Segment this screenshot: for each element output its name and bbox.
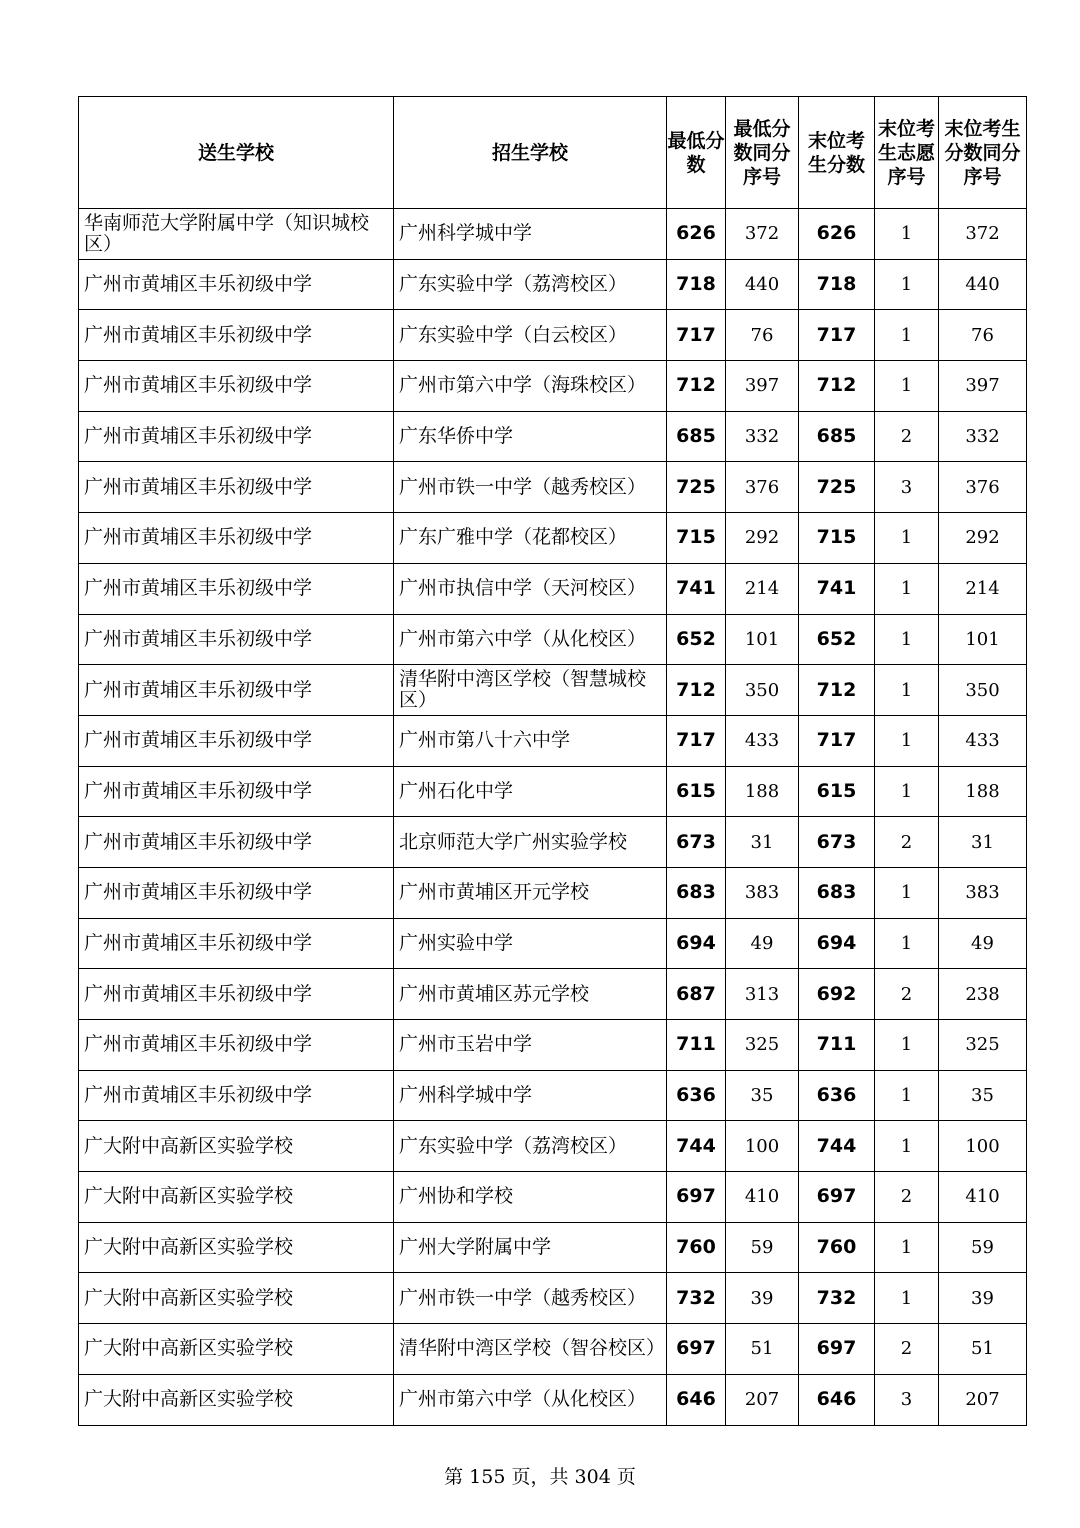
cell-last-score: 711 xyxy=(799,1020,875,1071)
table-row xyxy=(79,563,1027,614)
cell-sending-school: 广州市黄埔区丰乐初级中学 xyxy=(79,513,394,564)
cell-sending-school: 广州市黄埔区丰乐初级中学 xyxy=(79,614,394,665)
cell-min-score: 626 xyxy=(667,209,726,260)
cell-min-score-rank: 292 xyxy=(726,513,799,564)
cell-last-choice: 1 xyxy=(875,1273,939,1324)
header-sending-school: 送生学校 xyxy=(79,97,394,209)
header-last-score: 末位考生分数 xyxy=(799,97,875,209)
header-last-rank: 末位考生分数同分序号 xyxy=(939,97,1027,209)
cell-sending-school: 广州市黄埔区丰乐初级中学 xyxy=(79,969,394,1020)
cell-last-rank: 332 xyxy=(939,411,1027,462)
cell-last-score: 760 xyxy=(799,1222,875,1273)
table-row xyxy=(79,614,1027,665)
cell-last-choice: 1 xyxy=(875,1222,939,1273)
cell-min-score: 732 xyxy=(667,1273,726,1324)
cell-last-rank: 35 xyxy=(939,1070,1027,1121)
cell-min-score-rank: 100 xyxy=(726,1121,799,1172)
cell-last-choice: 2 xyxy=(875,1172,939,1223)
header-admitting-school: 招生学校 xyxy=(394,97,667,209)
cell-admitting-school: 广州市铁一中学（越秀校区） xyxy=(394,462,667,513)
table-row xyxy=(79,462,1027,513)
cell-last-rank: 376 xyxy=(939,462,1027,513)
cell-last-choice: 3 xyxy=(875,462,939,513)
cell-min-score: 717 xyxy=(667,310,726,361)
cell-min-score-rank: 59 xyxy=(726,1222,799,1273)
cell-last-score: 673 xyxy=(799,817,875,868)
table-row xyxy=(79,259,1027,310)
cell-last-rank: 325 xyxy=(939,1020,1027,1071)
cell-sending-school: 广州市黄埔区丰乐初级中学 xyxy=(79,1070,394,1121)
cell-last-choice: 1 xyxy=(875,259,939,310)
table-header-row xyxy=(79,97,1027,209)
cell-last-rank: 440 xyxy=(939,259,1027,310)
header-min-score-rank: 最低分数同分序号 xyxy=(726,97,799,209)
cell-last-choice: 1 xyxy=(875,513,939,564)
cell-min-score: 687 xyxy=(667,969,726,1020)
cell-last-rank: 49 xyxy=(939,918,1027,969)
cell-last-choice: 1 xyxy=(875,1070,939,1121)
cell-min-score-rank: 350 xyxy=(726,665,799,716)
cell-min-score-rank: 207 xyxy=(726,1374,799,1425)
table-row xyxy=(79,1222,1027,1273)
cell-sending-school: 广州市黄埔区丰乐初级中学 xyxy=(79,918,394,969)
cell-last-rank: 188 xyxy=(939,766,1027,817)
cell-last-rank: 31 xyxy=(939,817,1027,868)
cell-min-score-rank: 49 xyxy=(726,918,799,969)
table-row xyxy=(79,665,1027,716)
cell-sending-school: 广大附中高新区实验学校 xyxy=(79,1222,394,1273)
cell-last-score: 718 xyxy=(799,259,875,310)
cell-last-score: 717 xyxy=(799,310,875,361)
table-row xyxy=(79,310,1027,361)
cell-min-score: 697 xyxy=(667,1172,726,1223)
table-row xyxy=(79,411,1027,462)
cell-admitting-school: 北京师范大学广州实验学校 xyxy=(394,817,667,868)
header-min-score: 最低分数 xyxy=(667,97,726,209)
cell-sending-school: 广州市黄埔区丰乐初级中学 xyxy=(79,817,394,868)
cell-admitting-school: 广州石化中学 xyxy=(394,766,667,817)
cell-last-choice: 1 xyxy=(875,614,939,665)
cell-last-choice: 1 xyxy=(875,918,939,969)
cell-min-score: 673 xyxy=(667,817,726,868)
cell-admitting-school: 广东实验中学（荔湾校区） xyxy=(394,259,667,310)
cell-last-score: 636 xyxy=(799,1070,875,1121)
cell-last-choice: 2 xyxy=(875,969,939,1020)
cell-last-rank: 76 xyxy=(939,310,1027,361)
cell-admitting-school: 广州市第六中学（从化校区） xyxy=(394,614,667,665)
cell-admitting-school: 清华附中湾区学校（智慧城校区） xyxy=(394,665,667,716)
cell-min-score-rank: 39 xyxy=(726,1273,799,1324)
table-row xyxy=(79,867,1027,918)
cell-admitting-school: 广州市执信中学（天河校区） xyxy=(394,563,667,614)
cell-last-rank: 100 xyxy=(939,1121,1027,1172)
cell-sending-school: 广州市黄埔区丰乐初级中学 xyxy=(79,1020,394,1071)
cell-min-score-rank: 188 xyxy=(726,766,799,817)
page-footer: 第 155 页，共 304 页 xyxy=(444,1466,636,1488)
cell-sending-school: 广州市黄埔区丰乐初级中学 xyxy=(79,665,394,716)
cell-last-score: 626 xyxy=(799,209,875,260)
cell-min-score: 636 xyxy=(667,1070,726,1121)
table-row xyxy=(79,1324,1027,1375)
cell-last-score: 615 xyxy=(799,766,875,817)
cell-min-score-rank: 313 xyxy=(726,969,799,1020)
cell-min-score-rank: 397 xyxy=(726,361,799,412)
cell-admitting-school: 广东华侨中学 xyxy=(394,411,667,462)
cell-last-rank: 410 xyxy=(939,1172,1027,1223)
cell-last-choice: 1 xyxy=(875,715,939,766)
cell-last-rank: 214 xyxy=(939,563,1027,614)
cell-min-score-rank: 433 xyxy=(726,715,799,766)
cell-sending-school: 广州市黄埔区丰乐初级中学 xyxy=(79,462,394,513)
cell-sending-school: 广大附中高新区实验学校 xyxy=(79,1172,394,1223)
cell-min-score-rank: 31 xyxy=(726,817,799,868)
cell-last-choice: 1 xyxy=(875,361,939,412)
cell-min-score-rank: 214 xyxy=(726,563,799,614)
table-row xyxy=(79,361,1027,412)
cell-sending-school: 广州市黄埔区丰乐初级中学 xyxy=(79,563,394,614)
cell-last-score: 652 xyxy=(799,614,875,665)
cell-min-score: 712 xyxy=(667,361,726,412)
table-row xyxy=(79,1020,1027,1071)
cell-last-score: 712 xyxy=(799,361,875,412)
cell-last-rank: 397 xyxy=(939,361,1027,412)
cell-min-score: 718 xyxy=(667,259,726,310)
cell-sending-school: 广州市黄埔区丰乐初级中学 xyxy=(79,715,394,766)
cell-sending-school: 广州市黄埔区丰乐初级中学 xyxy=(79,361,394,412)
cell-last-score: 683 xyxy=(799,867,875,918)
cell-min-score-rank: 76 xyxy=(726,310,799,361)
cell-min-score: 697 xyxy=(667,1324,726,1375)
cell-admitting-school: 广州市第六中学（海珠校区） xyxy=(394,361,667,412)
cell-last-rank: 207 xyxy=(939,1374,1027,1425)
cell-last-choice: 1 xyxy=(875,209,939,260)
cell-last-rank: 101 xyxy=(939,614,1027,665)
cell-last-score: 732 xyxy=(799,1273,875,1324)
cell-min-score-rank: 410 xyxy=(726,1172,799,1223)
cell-last-score: 694 xyxy=(799,918,875,969)
cell-last-score: 717 xyxy=(799,715,875,766)
cell-admitting-school: 广州市第八十六中学 xyxy=(394,715,667,766)
cell-admitting-school: 广东实验中学（白云校区） xyxy=(394,310,667,361)
cell-admitting-school: 广州市玉岩中学 xyxy=(394,1020,667,1071)
cell-last-score: 697 xyxy=(799,1324,875,1375)
cell-admitting-school: 广州科学城中学 xyxy=(394,209,667,260)
cell-last-choice: 2 xyxy=(875,411,939,462)
cell-last-rank: 292 xyxy=(939,513,1027,564)
header-last-choice: 末位考生志愿序号 xyxy=(875,97,939,209)
admission-score-table xyxy=(78,96,1027,1426)
cell-last-rank: 39 xyxy=(939,1273,1027,1324)
cell-min-score-rank: 332 xyxy=(726,411,799,462)
table-row xyxy=(79,1070,1027,1121)
table-row xyxy=(79,1172,1027,1223)
cell-admitting-school: 清华附中湾区学校（智谷校区） xyxy=(394,1324,667,1375)
cell-sending-school: 广州市黄埔区丰乐初级中学 xyxy=(79,411,394,462)
cell-admitting-school: 广州科学城中学 xyxy=(394,1070,667,1121)
cell-admitting-school: 广东广雅中学（花都校区） xyxy=(394,513,667,564)
cell-admitting-school: 广州实验中学 xyxy=(394,918,667,969)
cell-min-score: 760 xyxy=(667,1222,726,1273)
cell-sending-school: 广州市黄埔区丰乐初级中学 xyxy=(79,259,394,310)
cell-admitting-school: 广州市黄埔区苏元学校 xyxy=(394,969,667,1020)
table-row xyxy=(79,513,1027,564)
cell-last-choice: 2 xyxy=(875,1324,939,1375)
cell-sending-school: 广大附中高新区实验学校 xyxy=(79,1374,394,1425)
table-row xyxy=(79,1273,1027,1324)
cell-sending-school: 广州市黄埔区丰乐初级中学 xyxy=(79,867,394,918)
cell-last-rank: 372 xyxy=(939,209,1027,260)
cell-min-score-rank: 383 xyxy=(726,867,799,918)
cell-min-score: 652 xyxy=(667,614,726,665)
cell-admitting-school: 广州协和学校 xyxy=(394,1172,667,1223)
table-body xyxy=(79,209,1027,1426)
cell-sending-school: 华南师范大学附属中学（知识城校区） xyxy=(79,209,394,260)
cell-min-score-rank: 440 xyxy=(726,259,799,310)
cell-sending-school: 广州市黄埔区丰乐初级中学 xyxy=(79,766,394,817)
cell-last-score: 697 xyxy=(799,1172,875,1223)
cell-last-score: 712 xyxy=(799,665,875,716)
cell-min-score-rank: 101 xyxy=(726,614,799,665)
cell-min-score: 683 xyxy=(667,867,726,918)
cell-last-choice: 1 xyxy=(875,310,939,361)
cell-last-score: 744 xyxy=(799,1121,875,1172)
cell-last-choice: 1 xyxy=(875,766,939,817)
cell-last-choice: 1 xyxy=(875,1020,939,1071)
cell-sending-school: 广大附中高新区实验学校 xyxy=(79,1121,394,1172)
table-row xyxy=(79,766,1027,817)
table-row xyxy=(79,209,1027,260)
cell-min-score: 725 xyxy=(667,462,726,513)
table-row xyxy=(79,1374,1027,1425)
cell-last-rank: 51 xyxy=(939,1324,1027,1375)
cell-last-rank: 238 xyxy=(939,969,1027,1020)
cell-min-score: 712 xyxy=(667,665,726,716)
table-row xyxy=(79,817,1027,868)
cell-min-score: 744 xyxy=(667,1121,726,1172)
cell-last-score: 741 xyxy=(799,563,875,614)
cell-last-score: 685 xyxy=(799,411,875,462)
cell-min-score-rank: 376 xyxy=(726,462,799,513)
cell-min-score-rank: 325 xyxy=(726,1020,799,1071)
cell-min-score: 615 xyxy=(667,766,726,817)
cell-sending-school: 广大附中高新区实验学校 xyxy=(79,1273,394,1324)
cell-admitting-school: 广州市铁一中学（越秀校区） xyxy=(394,1273,667,1324)
cell-admitting-school: 广州大学附属中学 xyxy=(394,1222,667,1273)
cell-last-rank: 433 xyxy=(939,715,1027,766)
cell-last-choice: 3 xyxy=(875,1374,939,1425)
cell-min-score: 685 xyxy=(667,411,726,462)
cell-sending-school: 广大附中高新区实验学校 xyxy=(79,1324,394,1375)
cell-min-score-rank: 372 xyxy=(726,209,799,260)
cell-admitting-school: 广东实验中学（荔湾校区） xyxy=(394,1121,667,1172)
cell-last-choice: 1 xyxy=(875,1121,939,1172)
cell-last-choice: 2 xyxy=(875,817,939,868)
cell-min-score-rank: 35 xyxy=(726,1070,799,1121)
cell-last-choice: 1 xyxy=(875,665,939,716)
cell-min-score-rank: 51 xyxy=(726,1324,799,1375)
cell-last-choice: 1 xyxy=(875,563,939,614)
cell-last-rank: 59 xyxy=(939,1222,1027,1273)
table-row xyxy=(79,969,1027,1020)
cell-last-choice: 1 xyxy=(875,867,939,918)
cell-admitting-school: 广州市黄埔区开元学校 xyxy=(394,867,667,918)
cell-last-rank: 383 xyxy=(939,867,1027,918)
cell-min-score: 717 xyxy=(667,715,726,766)
cell-min-score: 694 xyxy=(667,918,726,969)
cell-sending-school: 广州市黄埔区丰乐初级中学 xyxy=(79,310,394,361)
cell-last-score: 715 xyxy=(799,513,875,564)
cell-last-score: 692 xyxy=(799,969,875,1020)
cell-min-score: 646 xyxy=(667,1374,726,1425)
table-row xyxy=(79,715,1027,766)
table-row xyxy=(79,918,1027,969)
cell-last-score: 646 xyxy=(799,1374,875,1425)
table-row xyxy=(79,1121,1027,1172)
cell-admitting-school: 广州市第六中学（从化校区） xyxy=(394,1374,667,1425)
cell-min-score: 715 xyxy=(667,513,726,564)
cell-last-rank: 350 xyxy=(939,665,1027,716)
cell-min-score: 711 xyxy=(667,1020,726,1071)
cell-min-score: 741 xyxy=(667,563,726,614)
cell-last-score: 725 xyxy=(799,462,875,513)
